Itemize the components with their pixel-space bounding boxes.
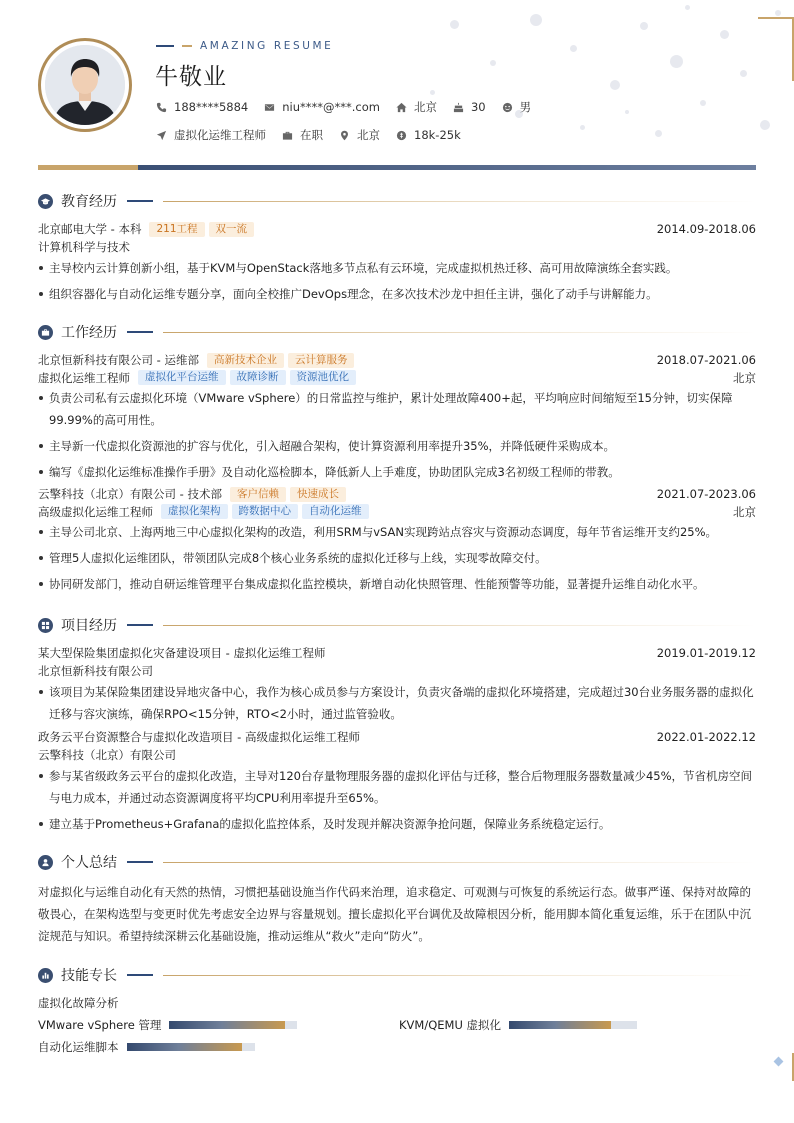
school-tag: 211工程 [149, 222, 204, 237]
work-role: 虚拟化运维工程师 [38, 370, 130, 385]
project-title: 某大型保险集团虚拟化灾备建设项目 - 虚拟化运维工程师 [38, 646, 326, 660]
project-entry [38, 644, 756, 725]
role-tag: 虚拟化平台运维 [138, 370, 226, 385]
project-entry [38, 728, 756, 835]
education-bullet: 组织容器化与自动化运维专题分享，面向全校推广DevOps理念，在多次技术沙龙中担任主讲，强化了动手与讲解能力。 [38, 283, 756, 305]
company-line: 云擎科技（北京）有限公司 - 技术部 [38, 487, 222, 501]
city-item [396, 99, 437, 115]
gender-item [502, 99, 532, 115]
skill-highlight: 虚拟化故障分析 [38, 996, 119, 1010]
avatar-frame [38, 38, 132, 132]
corner-decoration-bottom [770, 1053, 794, 1081]
home-icon [396, 102, 407, 113]
status-value: 在职 [300, 128, 323, 142]
corner-decoration-top [758, 17, 794, 81]
summary-title: 个人总结 [61, 855, 117, 871]
avatar [45, 45, 125, 125]
intent-row [156, 127, 477, 143]
city-value: 北京 [413, 100, 437, 114]
company-tag: 云计算服务 [288, 353, 355, 368]
graduation-cap-icon [38, 194, 53, 209]
education-header [38, 190, 756, 212]
project-company: 云擎科技（北京）有限公司 [38, 747, 176, 762]
header-divider [38, 165, 756, 170]
position-item [156, 127, 266, 143]
skills-header [38, 964, 756, 986]
target-city-value: 北京 [357, 128, 380, 142]
skill-fill [509, 1021, 611, 1029]
work-bullet: 主导公司北京、上海两地三中心虚拟化架构的改造，利用SRM与vSAN实现跨站点容灾与资源动态调度，每年节省运维开支约25%。 [38, 521, 756, 543]
contact-row [156, 99, 547, 115]
company-tag: 客户信赖 [230, 487, 286, 502]
skills-section [38, 964, 756, 1074]
work-bullet: 负责公司私有云虚拟化环境（VMware vSphere）的日常监控与维护，累计处理故障400+起，平均响应时间缩短至15分钟，切实保障99.99%的高可用性。 [38, 387, 756, 431]
age-item [453, 100, 486, 114]
role-tag: 虚拟化架构 [161, 504, 228, 519]
briefcase-icon [282, 130, 293, 141]
role-tag: 跨数据中心 [232, 504, 299, 519]
work-icon [38, 325, 53, 340]
email-value: niu****@***.com [282, 100, 380, 114]
project-bullet: 参与某省级政务云平台的虚拟化改造，主导对120台存量物理服务器的虚拟化评估与迁移，整合后物理服务器数量减少45%，节省机房空间与电力成本，并通过动态资源调度将平均CPU利用率提升至65%。 [38, 765, 756, 809]
phone-icon [156, 102, 167, 113]
work-bullet: 主导新一代虚拟化资源池的扩容与优化，引入超融合架构，使计算资源利用率提升35%，并降低硬件采购成本。 [38, 435, 756, 457]
bar-chart-icon [38, 968, 53, 983]
skill-fill [169, 1021, 284, 1029]
role-tag: 资源池优化 [290, 370, 357, 385]
work-title: 工作经历 [61, 325, 117, 341]
summary-section [38, 851, 756, 947]
project-title: 政务云平台资源整合与虚拟化改造项目 - 高级虚拟化运维工程师 [38, 730, 360, 744]
project-bullet: 建立基于Prometheus+Grafana的虚拟化监控体系，及时发现并解决资源争抢问题，保障业务系统稳定运行。 [38, 813, 756, 835]
target-city-item [339, 127, 380, 143]
education-period: 2014.09-2018.06 [656, 222, 756, 236]
salary-item [396, 128, 461, 142]
work-period: 2021.07-2023.06 [656, 487, 756, 501]
project-bullet: 该项目为某保险集团建设异地灾备中心，我作为核心成员参与方案设计，负责灾备端的虚拟化环境搭建，完成超过30台业务服务器的虚拟化迁移与容灾演练，确保RPO<15分钟，RTO<2小时，通过监管验收。 [38, 681, 756, 725]
gender-value: 男 [519, 100, 532, 114]
education-major: 计算机科学与技术 [38, 239, 130, 254]
skill-bar [509, 1021, 637, 1029]
project-company: 北京恒新科技有限公司 [38, 663, 153, 678]
skill-bar [127, 1043, 255, 1051]
school-tag: 双一流 [209, 222, 255, 237]
mail-icon [264, 102, 275, 113]
company-tag: 高新技术企业 [207, 353, 284, 368]
work-location: 北京 [733, 504, 756, 519]
school-line: 北京邮电大学 - 本科 [38, 222, 142, 236]
project-period: 2022.01-2022.12 [656, 730, 756, 744]
coin-icon [396, 130, 407, 141]
tagline-text: AMAZING RESUME [200, 40, 334, 52]
skill-name: 自动化运维脚本 [38, 1040, 119, 1054]
grid-icon [38, 618, 53, 633]
skill-fill [127, 1043, 242, 1051]
projects-title: 项目经历 [61, 618, 117, 634]
role-tag: 故障诊断 [230, 370, 286, 385]
phone-value: 188****5884 [174, 100, 249, 114]
work-entry [38, 485, 756, 595]
location-pin-icon [339, 130, 350, 141]
skill-item [38, 1039, 255, 1055]
work-location: 北京 [733, 370, 756, 385]
work-header [38, 321, 756, 343]
work-bullet: 协同研发部门，推动自研运维管理平台集成虚拟化监控模块，新增自动化快照管理、性能预警等功能，显著提升运维自动化水平。 [38, 573, 756, 595]
resume-tagline [156, 40, 333, 52]
work-bullet: 管理5人虚拟化运维团队，带领团队完成8个核心业务系统的虚拟化迁移与上线，实现零故障交付。 [38, 547, 756, 569]
work-entry [38, 351, 756, 483]
skill-bar [169, 1021, 297, 1029]
status-item [282, 127, 323, 143]
company-tag: 快速成长 [290, 487, 346, 502]
education-section [38, 190, 756, 309]
work-role: 高级虚拟化运维工程师 [38, 504, 153, 519]
person-icon [38, 855, 53, 870]
email-item [264, 100, 380, 114]
skills-title: 技能专长 [61, 968, 117, 984]
projects-header [38, 614, 756, 636]
summary-text: 对虚拟化与运维自动化有天然的热情，习惯把基础设施当作代码来治理，追求稳定、可观测与可恢复的系统运行态。做事严谨、保持对故障的敬畏心，在架构选型与变更时优先考虑安全边界与容量规划。擅长虚拟化平台调优及故障根因分析，能用脚本简化重复运维，乐于在团队中沉淀规范与知识。希望持续深耕云化基础设施，推动运维从“救火”走向“防火”。 [38, 885, 751, 943]
project-period: 2019.01-2019.12 [656, 646, 756, 660]
work-section [38, 321, 756, 599]
salary-value: 18k-25k [414, 128, 461, 142]
skill-name: VMware vSphere 管理 [38, 1018, 162, 1032]
position-value: 虚拟化运维工程师 [174, 128, 266, 142]
skill-item [38, 1017, 297, 1033]
candidate-name: 牛敬业 [155, 64, 227, 90]
send-icon [156, 130, 167, 141]
face-icon [502, 102, 513, 113]
skill-item [399, 1017, 637, 1033]
company-line: 北京恒新科技有限公司 - 运维部 [38, 353, 199, 367]
summary-header [38, 851, 756, 873]
work-period: 2018.07-2021.06 [656, 353, 756, 367]
age-value: 30 [470, 100, 486, 114]
skill-name: KVM/QEMU 虚拟化 [399, 1018, 502, 1032]
education-entry [38, 220, 756, 305]
phone-item [156, 100, 248, 114]
education-bullet: 主导校内云计算创新小组，基于KVM与OpenStack落地多节点私有云环境，完成虚拟机热迁移、高可用故障演练全套实践。 [38, 257, 756, 279]
role-tag: 自动化运维 [302, 504, 369, 519]
education-title: 教育经历 [61, 194, 117, 210]
work-bullet: 编写《虚拟化运维标准操作手册》及自动化巡检脚本，降低新人上手难度，协助团队完成3名初级工程师的带教。 [38, 461, 756, 483]
cake-icon [453, 102, 464, 113]
projects-section [38, 614, 756, 839]
